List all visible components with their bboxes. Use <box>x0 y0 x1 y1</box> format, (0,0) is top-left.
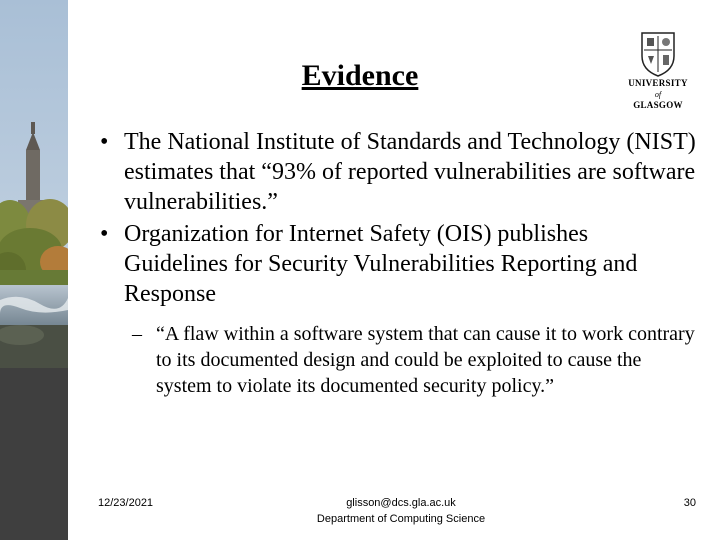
sub-bullet-item <box>130 321 696 399</box>
footer-email: glisson@dcs.gla.ac.uk <box>346 497 456 509</box>
university-crest-icon <box>638 30 678 78</box>
slide-content <box>96 127 696 399</box>
bullet-text: The National Institute of Standards and Technology (NIST) estimates that “93% of reported vulnerabilities are software vulnerabilities.” <box>124 129 696 215</box>
logo-text-university: UNIVERSITY <box>628 78 688 88</box>
slide-title: Evidence <box>301 59 419 92</box>
logo-text-glasgow: GLASGOW <box>633 100 683 110</box>
university-logo <box>618 30 698 122</box>
bullet-item <box>96 219 696 309</box>
bullet-marker: • <box>100 129 109 155</box>
bullet-marker: • <box>100 221 109 247</box>
footer-center <box>280 495 522 527</box>
page-number: 30 <box>683 497 696 509</box>
logo-text-of: of <box>654 90 662 99</box>
side-photo-strip <box>0 0 68 540</box>
sub-bullet-text: “A flaw within a software system that can cause it to work contrary to its documented design and could be exploited to cause the system to violate its documented security policy.” <box>156 323 695 397</box>
bullet-text: Organization for Internet Safety (OIS) publishes Guidelines for Security Vulnerabilities Reporting and Response <box>124 221 638 307</box>
footer-date: 12/23/2021 <box>98 497 154 509</box>
footer-department: Department of Computing Science <box>316 513 486 525</box>
bullet-item <box>96 127 696 217</box>
sub-bullet-marker: – <box>132 323 142 345</box>
